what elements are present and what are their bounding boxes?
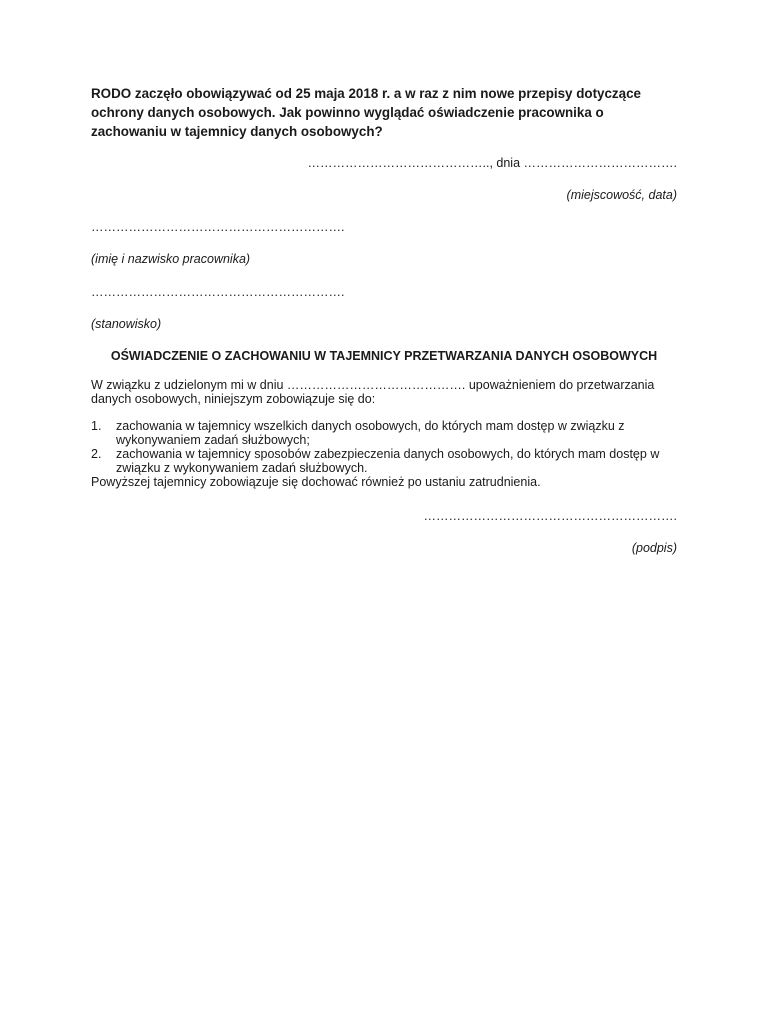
employee-name-label: (imię i nazwisko pracownika) <box>91 252 251 266</box>
place-date-line: …………………………………….., dnia ………………………………. <box>307 156 677 170</box>
employee-name-line: ……………………………………………………. <box>91 220 345 234</box>
closing-statement: Powyższej tajemnicy zobowiązuje się dochować również po ustaniu zatrudnienia. <box>91 475 541 489</box>
list-item-text: zachowania w tajemnicy wszelkich danych osobowych, do których mam dostęp w związku z wykonywaniem zadań służbowych; <box>116 419 625 447</box>
list-item-text: zachowania w tajemnicy sposobów zabezpieczenia danych osobowych, do których mam dostęp w związku z wykonywaniem zadań służbowych. <box>116 447 660 475</box>
signature-line: ……………………………………………………. <box>423 509 677 523</box>
obligations-list <box>91 419 677 475</box>
list-item <box>91 447 677 475</box>
position-label: (stanowisko) <box>91 317 162 331</box>
list-item <box>91 419 677 447</box>
declaration-title: OŚWIADCZENIE O ZACHOWANIU W TAJEMNICY PRZETWARZANIA DANYCH OSOBOWYCH <box>110 349 658 363</box>
signature-label: (podpis) <box>631 541 677 555</box>
list-item-number: 1. <box>91 419 102 433</box>
document-heading: RODO zaczęło obowiązywać od 25 maja 2018 r. a w raz z nim nowe przepisy dotyczące ochrony danych osobowych. Jak powinno wyglądać oświadczenie pracownika o zachowaniu w tajemnicy danych osobowych? <box>91 86 641 139</box>
place-date-label: (miejscowość, data) <box>566 188 677 202</box>
document-page <box>91 84 677 556</box>
list-item-number: 2. <box>91 447 102 461</box>
position-line: ……………………………………………………. <box>91 285 345 299</box>
declaration-intro: W związku z udzielonym mi w dniu ……………………………………. upoważnieniem do przetwarzania danych osobowych, niniejszym zobowiązuje się do: <box>91 378 655 406</box>
